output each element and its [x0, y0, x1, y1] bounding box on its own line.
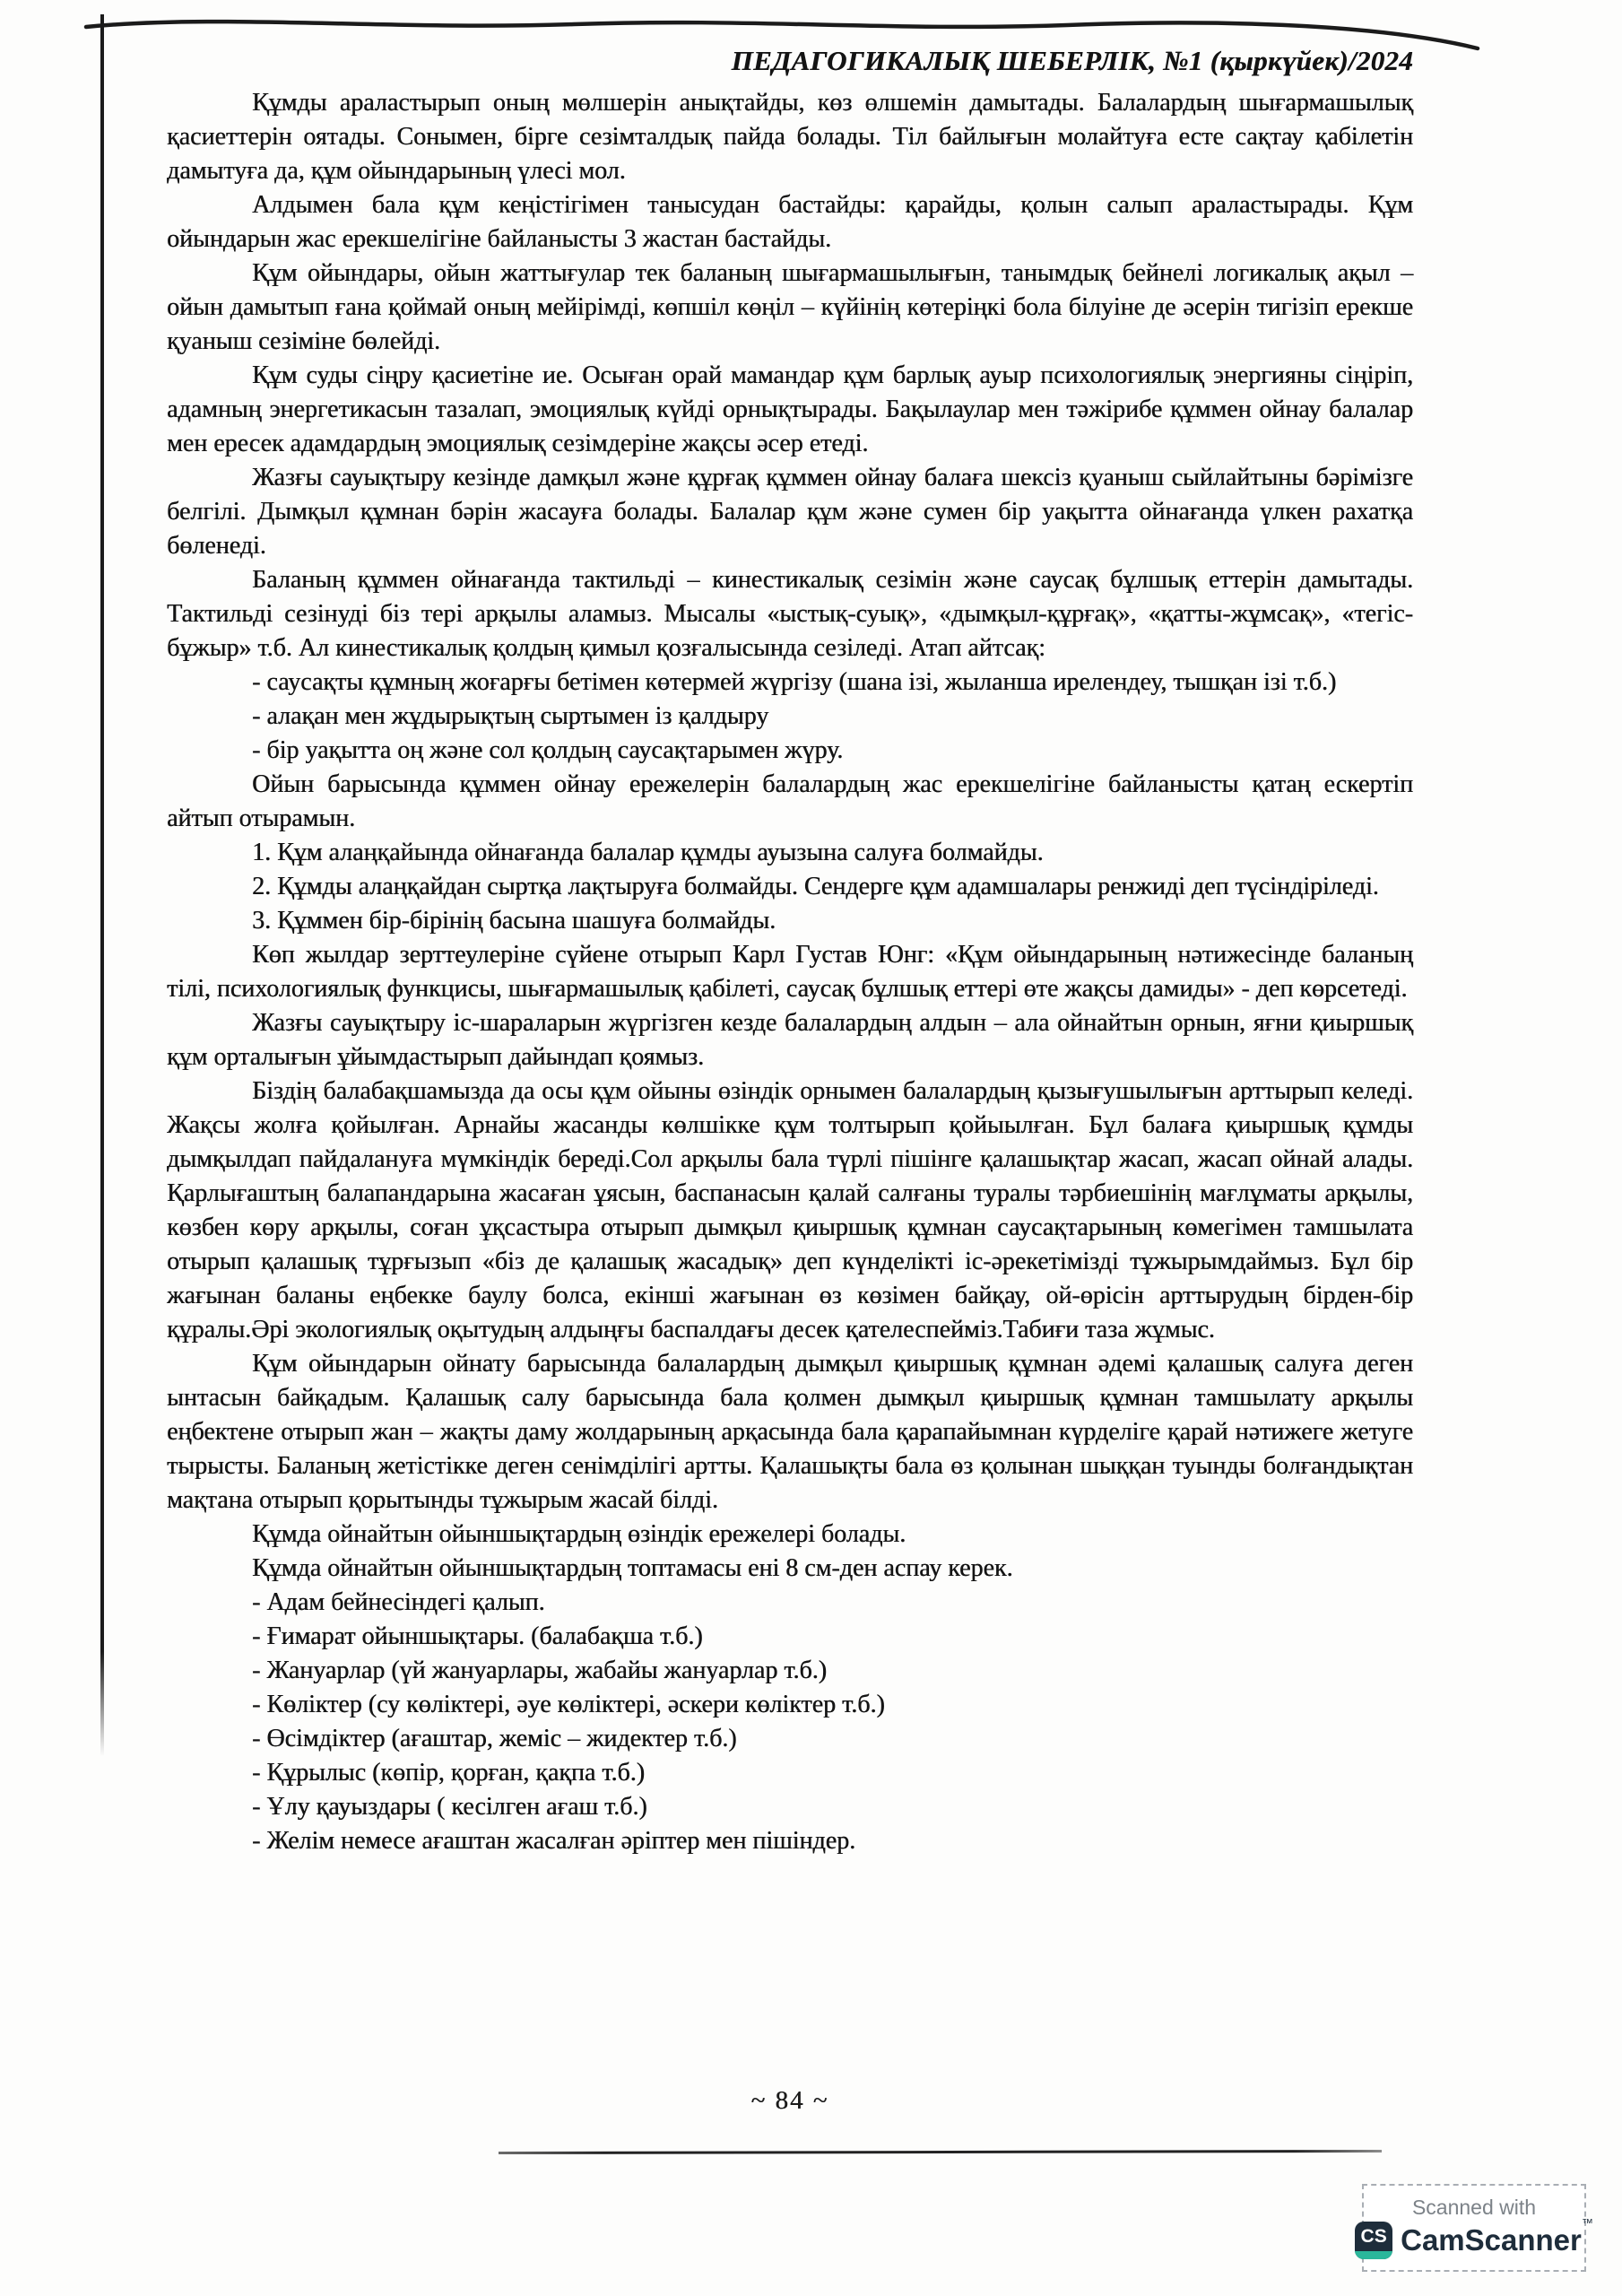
paragraph: Ойын барысында құммен ойнау ережелерін балалардың жас ерекшелігіне байланысты қатаң ескертіп айтып отырамын.: [167, 770, 1413, 832]
paragraph: Құм суды сіңру қасиетіне ие. Осыған орай мамандар құм барлық ауыр психологиялық энергияны сіңіріп, адамның энергетикасын тазалап, эмоциялық күйді орнықтырады. Бақылаулар мен тәжірибе құммен ойнау балалар мен ересек адамдардың эмоциялық сезімдеріне жақсы әсер етеді.: [167, 361, 1413, 457]
paragraph: - Ұлу қауыздары ( кесілген ағаш т.б.): [252, 1793, 647, 1821]
paragraph: - алақан мен жұдырықтың сыртымен із қалдыру: [252, 702, 769, 730]
paragraph: Құм ойындарын ойнату барысында балалардың дымқыл қиыршық құмнан әдемі қалашық салуға деген ынтасын байқадым. Қалашық салу барысында бала қолмен дымқыл қиыршық құмнан тамшылату арқылы еңбектене отырып жан – жақты даму жолдарының арқасында бала қарапайымнан күрделіге қарай нәтижеге жетуге тырысты. Баланың жетістікке деген сенімділігі артты. Қалашықты бала өз қолынан шыққан туынды болғандықтан мақтана отырып қорытынды тұжырым жасай білді.: [167, 1350, 1413, 1514]
page-frame-bottom-line: [499, 2150, 1382, 2154]
page-frame-left-line: [100, 14, 104, 1756]
article-body: [167, 86, 1413, 1858]
paragraph: Көп жылдар зерттеулеріне сүйене отырып Карл Густав Юнг: «Құм ойындарының нәтижесінде баланың тілі, психологиялық функцисы, шығармашылық қабілеті, саусақ бұлшық еттері өте жақсы дамиды» - деп көрсетеді.: [167, 941, 1413, 1003]
paragraph: Біздің балабақшамызда да осы құм ойыны өзіндік орнымен балалардың қызығушылығын арттырып келеді. Жақсы жолға қойылған. Арнайы жасанды көлшікке құм толтырып қойыылған. Бұл балаға қиыршық құмды дымқылдап пайдалануға мүмкіндік береді.Сол арқылы бала түрлі пішінге қалашықтар жасап, жасап ойнай алады. Қарлығаштың балапандарына жасаған ұясын, баспанасын қалай салғаны туралы тәрбиешінің мағлұматы арқылы, көзбен көру арқылы, соған ұқсастыра отырып дымқыл қиыршық құмнан саусақтарының көмегімен тамшылата отырып қалашық тұрғызып «біз де қалашық жасадық» деп күнделікті іс-әрекетімізді тұжырымдаймыз. Бұл бір жағынан баланы еңбекке баулу болса, екінші жағынан өз көзімен байқау, ой-өрісін арттырудың бірден-бір құралы.Әрі экологиялық оқытудың алдыңғы баспалдағы десек қателеспейміз.Табиғи таза жұмыс.: [167, 1077, 1413, 1344]
paragraph: Құмда ойнайтын ойыншықтардың өзіндік ережелері болады.: [252, 1520, 906, 1548]
camscanner-brand-text: CamScanner: [1401, 2223, 1582, 2257]
paragraph: - Құрылыс (көпір, қорған, қақпа т.б.): [252, 1759, 645, 1787]
camscanner-watermark: [1360, 2184, 1593, 2272]
camscanner-brand-row: [1355, 2216, 1593, 2259]
camscanner-cs-icon: [1355, 2222, 1392, 2259]
scanned-with-label: Scanned with: [1411, 2196, 1537, 2219]
paragraph: Құмды араластырып оның мөлшерін анықтайды, көз өлшемін дамытады. Балалардың шығармашылық қасиеттерін оятады. Сонымен, бірге сезімталдық пайда болады. Тіл байлығын молайтуға есте сақтау қабілетін дамытуға да, құм ойындарының үлесі мол.: [167, 89, 1413, 185]
paragraph: Құм ойындары, ойын жаттығулар тек баланың шығармашылығын, танымдық бейнелі логикалық ақыл – ойын дамытып ғана қоймай оның мейірімді, көпшіл көңіл – күйінің көтеріңкі бола білуіне де әсерін тигізіп ерекше қуаныш сезіміне бөлейді.: [167, 259, 1413, 355]
paragraph: - бір уақытта оң және сол қолдың саусақтарымен жүру.: [252, 736, 844, 764]
paragraph: Құмда ойнайтын ойыншықтардың топтамасы ені 8 см-ден аспау керек.: [252, 1554, 1013, 1582]
paragraph: - Адам бейнесіндегі қалып.: [252, 1588, 545, 1616]
paragraph: Баланың құммен ойнағанда тактильді – кинестикалық сезімін және саусақ бұлшық еттерін дамытады. Тактильді сезінуді біз тері арқылы аламыз. Мысалы «ыстық-суық», «дымқыл-құрғақ», «қатты-жұмсақ», «тегіс-бұжыр» т.б. Ал кинестикалық қолдың қимыл қозғалысында сезіледі. Атап айтсақ:: [167, 566, 1413, 662]
paragraph: - саусақты құмның жоғарғы бетімен көтермей жүргізу (шана ізі, жыланша ирелендеу, тышқан ізі т.б.): [252, 668, 1337, 696]
paragraph: - Ғимарат ойыншықтары. (балабақша т.б.): [252, 1622, 703, 1650]
paragraph: 2. Құмды алаңқайдан сыртқа лақтыруға болмайды. Сендерге құм адамшалары ренжиді деп түсіндіріледі.: [252, 873, 1379, 900]
trademark-symbol: ™: [1581, 2216, 1593, 2230]
paragraph: - Жануарлар (үй жануарлары, жабайы жануарлар т.б.): [252, 1657, 827, 1684]
paragraph: 3. Құммен бір-бірінің басына шашуға болмайды.: [252, 907, 776, 935]
paragraph: Алдымен бала құм кеңістігімен танысудан бастайды: қарайды, қолын салып араластырады. Құм ойындарын жас ерекшелігіне байланысты 3 жастан бастайды.: [167, 191, 1413, 253]
paragraph: - Өсімдіктер (ағаштар, жеміс – жидектер т.б.): [252, 1725, 737, 1752]
page-number: ~ 84 ~: [750, 2086, 829, 2115]
paragraph: - Көліктер (су көліктері, әуе көліктері, әскери көліктер т.б.): [252, 1691, 885, 1718]
journal-header: ПЕДАГОГИКАЛЫҚ ШЕБЕРЛІК, №1 (қыркүйек)/2024: [731, 45, 1413, 76]
cs-icon-accent-strip: [1355, 2251, 1392, 2259]
cs-icon-letters: CS: [1360, 2226, 1387, 2247]
paragraph: Жазғы сауықтыру кезінде дамқыл және құрғақ құммен ойнау балаға шексіз қуаныш сыйлайтыны бәрімізге белгілі. Дымқыл құмнан бәрін жасауға болады. Балалар құм және сумен бір уақытта ойнағанда үлкен рахатқа бөленеді.: [167, 464, 1413, 560]
paragraph: 1. Құм алаңқайында ойнағанда балалар құмды ауызына салуға болмайды.: [252, 839, 1044, 866]
paragraph: - Желім немесе ағаштан жасалған әріптер мен пішіндер.: [252, 1827, 856, 1855]
paragraph: Жазғы сауықтыру іс-шараларын жүргізген кезде балалардың алдын – ала ойнайтын орнын, яғни қиыршық құм орталығын ұйымдастырып дайындап қоямыз.: [167, 1009, 1413, 1071]
